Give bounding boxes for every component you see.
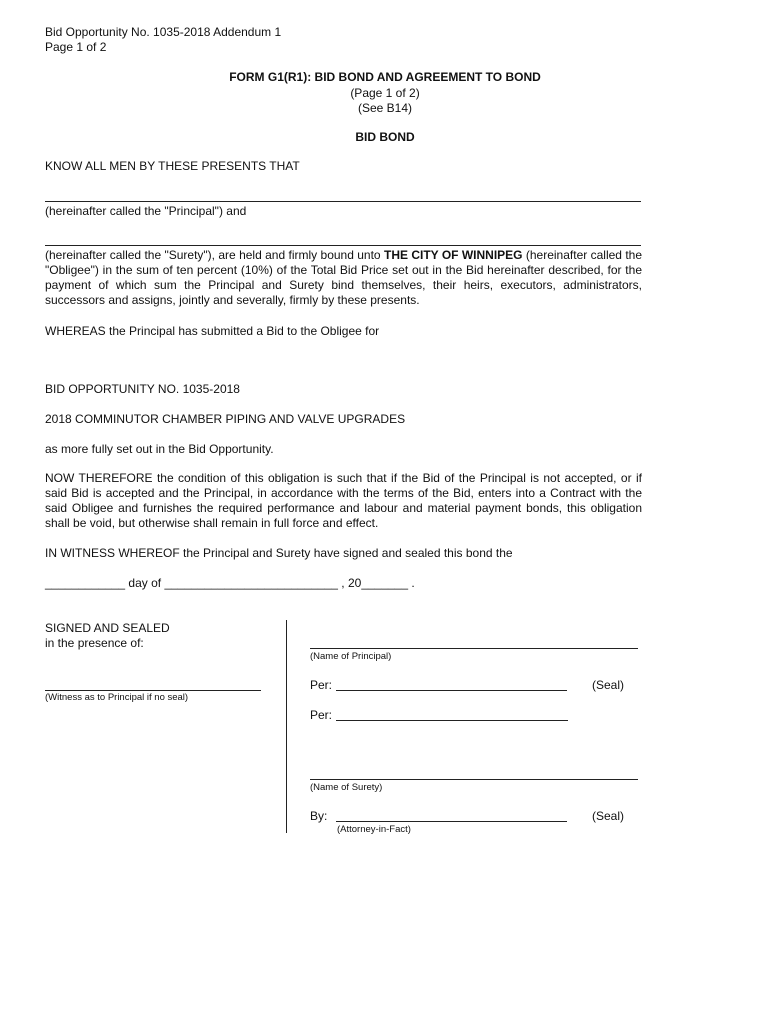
header-bid-number: Bid Opportunity No. 1035-2018 Addendum 1: [45, 25, 282, 39]
name-of-principal-caption: (Name of Principal): [310, 651, 392, 662]
bid-opportunity-number: BID OPPORTUNITY NO. 1035-2018: [45, 382, 240, 396]
witness-caption: (Witness as to Principal if no seal): [45, 692, 189, 703]
principal-signature-line[interactable]: [310, 648, 638, 649]
by-label: By:: [310, 809, 328, 823]
surety-paragraph: [45, 248, 642, 308]
now-therefore-paragraph: NOW THEREFORE the condition of this obligation is such that if the Bid of the Principal is not accepted, or if said Bid is accepted and the Principal, in accordance with the terms of the Bid, enters into a Contract with the said Obligee and furnishes the required performance and labour and material payment bonds, this obligation shall be void, but otherwise shall remain in full force and effect.: [45, 471, 642, 530]
per-label-1: Per:: [310, 678, 333, 692]
signed-and-sealed: SIGNED AND SEALED: [45, 621, 170, 635]
principal-label: (hereinafter called the "Principal") and: [45, 204, 247, 218]
principal-name-line: [45, 201, 641, 202]
form-subtitle: BID BOND: [355, 130, 415, 144]
witness-signature-line[interactable]: [45, 690, 261, 691]
fully-set-out: as more fully set out in the Bid Opportunity.: [45, 442, 274, 456]
project-title: 2018 COMMINUTOR CHAMBER PIPING AND VALVE UPGRADES: [45, 412, 406, 426]
header-page-number: Page 1 of 2: [45, 40, 107, 54]
signature-divider: [286, 620, 287, 833]
surety-text-post: (hereinafter called the "Obligee") in the sum of ten percent (10%) of the Total Bid Price set out in the Bid hereinafter described, for the payment of which sum the Principal and Surety bind themselves, their heirs, executors, administrators, successors and assigns, jointly and severally, firmly by these presents.: [45, 248, 642, 307]
form-title: FORM G1(R1): BID BOND AND AGREEMENT TO BOND: [229, 70, 541, 84]
witness-whereof: IN WITNESS WHEREOF the Principal and Surety have signed and sealed this bond the: [45, 546, 513, 560]
form-reference: (See B14): [357, 101, 413, 115]
attorney-in-fact-caption: (Attorney-in-Fact): [337, 824, 411, 835]
city-name: THE CITY OF WINNIPEG: [383, 248, 523, 262]
surety-signature-line[interactable]: [310, 779, 638, 780]
per-line-2[interactable]: [336, 720, 568, 721]
seal-label-2: (Seal): [592, 809, 625, 823]
surety-text-pre: (hereinafter called the "Surety"), are held and firmly bound unto: [45, 248, 384, 262]
by-line[interactable]: [336, 821, 567, 822]
know-all-men: KNOW ALL MEN BY THESE PRESENTS THAT: [45, 159, 300, 173]
in-presence-of: in the presence of:: [45, 636, 144, 650]
seal-label-1: (Seal): [592, 678, 625, 692]
surety-name-line: [45, 245, 641, 246]
per-line-1[interactable]: [336, 690, 567, 691]
form-page: (Page 1 of 2): [350, 86, 420, 100]
whereas-text: WHEREAS the Principal has submitted a Bid to the Obligee for: [45, 324, 380, 338]
name-of-surety-caption: (Name of Surety): [310, 782, 383, 793]
date-line: ____________ day of __________________________ , 20_______ .: [45, 576, 415, 590]
per-label-2: Per:: [310, 708, 333, 722]
